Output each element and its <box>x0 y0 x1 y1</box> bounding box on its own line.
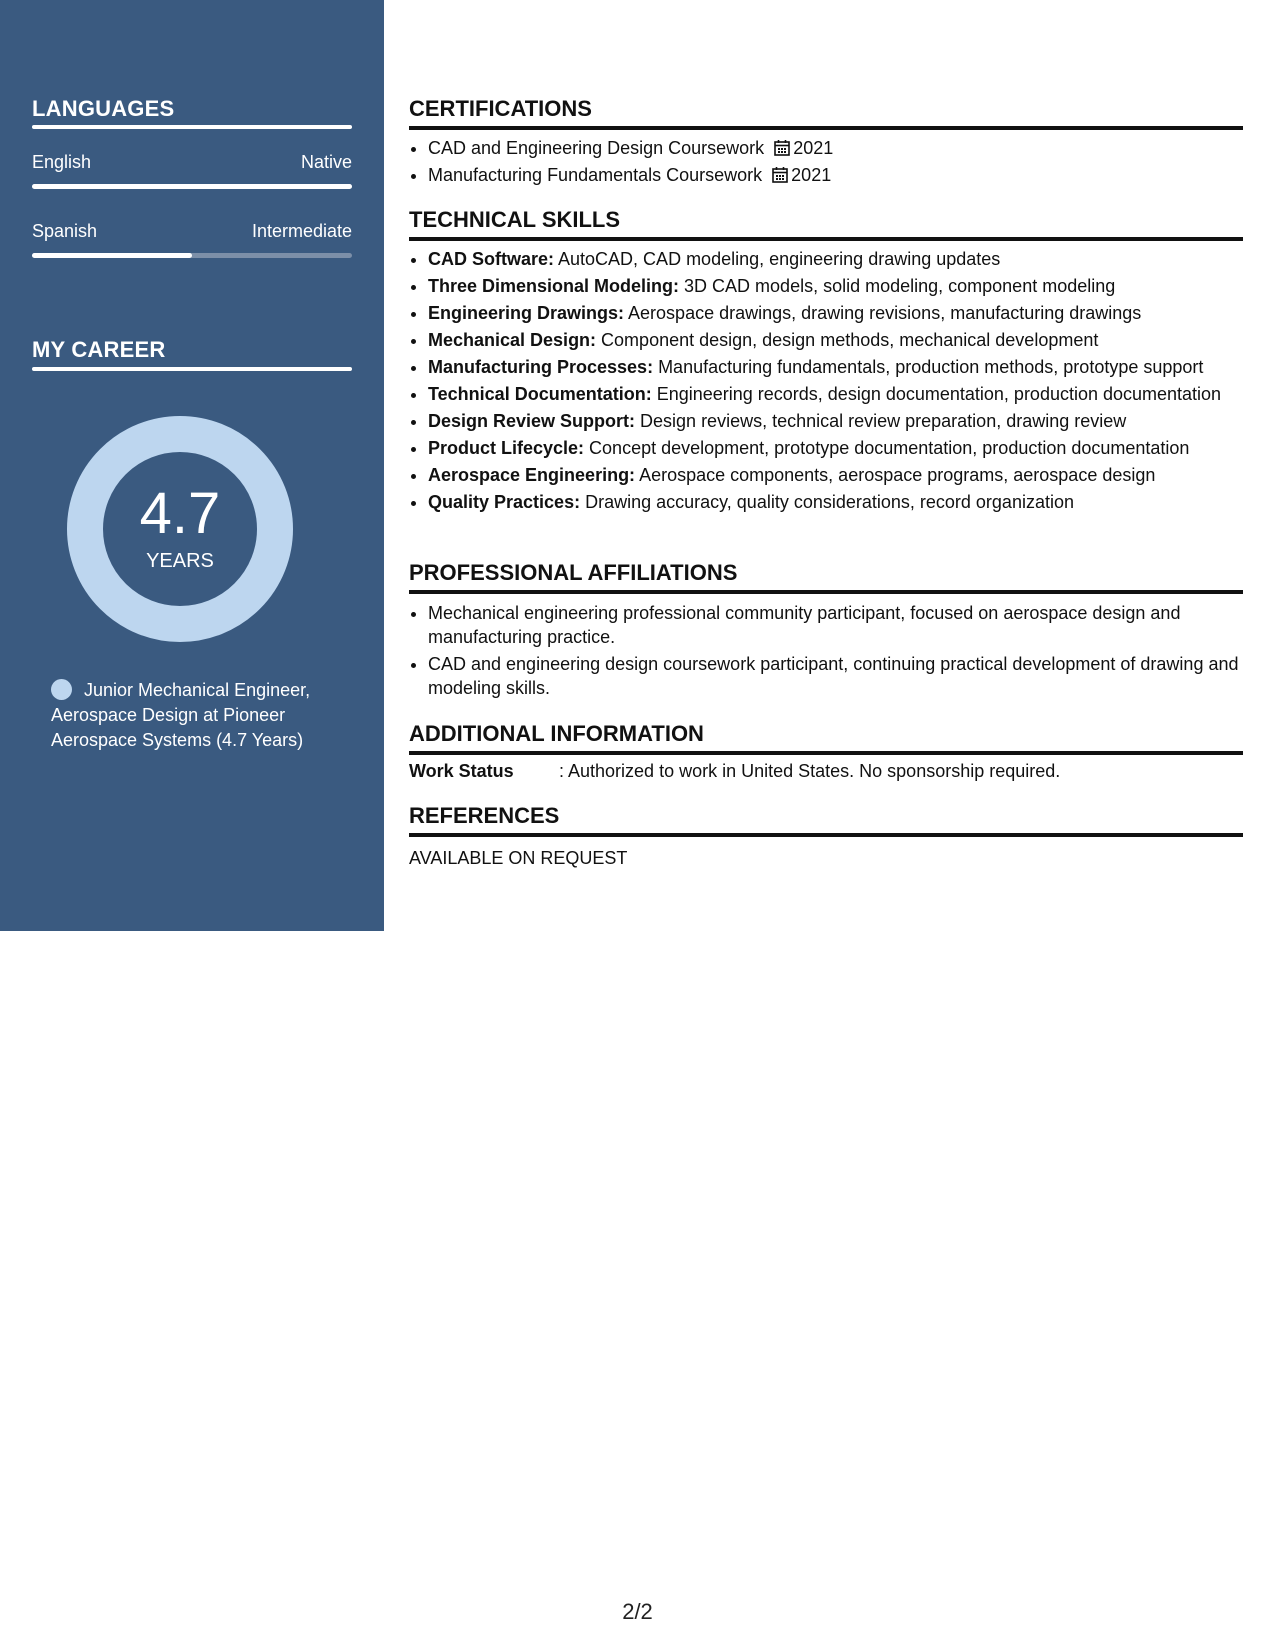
affiliations-rule <box>409 590 1243 594</box>
career-item-text: Junior Mechanical Engineer, Aerospace Design at Pioneer Aerospace Systems (4.7 Years) <box>51 680 311 750</box>
certifications-list <box>409 135 1243 189</box>
skill-text: 3D CAD models, solid modeling, component modeling <box>679 276 1116 296</box>
skill-text: Aerospace components, aerospace programs, aerospace design <box>635 465 1156 485</box>
skill-item <box>428 490 1243 514</box>
calendar-icon <box>772 166 788 183</box>
skill-text: Engineering records, design documentation, production documentation <box>651 384 1222 404</box>
language-bar-english <box>32 184 352 189</box>
skill-label: Quality Practices: <box>428 492 581 512</box>
skill-text: AutoCAD, CAD modeling, engineering drawing updates <box>554 249 1001 269</box>
skill-label: Three Dimensional Modeling: <box>428 276 680 296</box>
references-title: REFERENCES <box>409 803 560 828</box>
skill-item <box>428 301 1243 325</box>
calendar-icon <box>774 139 790 156</box>
skill-item <box>428 274 1243 298</box>
language-bar-fill <box>32 253 192 258</box>
skill-text: Aerospace drawings, drawing revisions, manufacturing drawings <box>624 303 1142 323</box>
additional-rule <box>409 751 1243 755</box>
affiliations-title: PROFESSIONAL AFFILIATIONS <box>409 560 738 585</box>
career-years: 4.7 <box>139 481 221 546</box>
skill-item <box>428 355 1243 379</box>
language-level: Native <box>300 152 352 172</box>
skill-item <box>428 463 1243 487</box>
skill-item <box>428 382 1243 406</box>
affiliation-item: • CAD and engineering design coursework participant, continuing practical development of drawing and modeling skills. <box>428 652 1243 700</box>
skill-item <box>428 328 1243 352</box>
skill-item <box>428 409 1243 433</box>
skill-item <box>428 436 1243 460</box>
skill-text: Concept development, prototype documentation, production documentation <box>584 438 1190 458</box>
skill-text: Drawing accuracy, quality considerations, record organization <box>580 492 1074 512</box>
certification-year: 2021 <box>793 138 834 158</box>
work-status-label: Work Status <box>409 761 514 781</box>
technical-skills-list <box>409 247 1243 517</box>
skill-label: Aerospace Engineering: <box>428 465 636 485</box>
languages-title: LANGUAGES <box>32 96 175 121</box>
skill-label: Manufacturing Processes: <box>428 357 654 377</box>
additional-title: ADDITIONAL INFORMATION <box>409 721 704 746</box>
career-unit: YEARS <box>146 550 214 572</box>
language-row-spanish <box>32 221 352 242</box>
skill-text: Manufacturing fundamentals, production methods, prototype support <box>653 357 1204 377</box>
technical-skills-rule <box>409 237 1243 241</box>
language-bar-spanish <box>32 253 352 258</box>
affiliation-item: • Mechanical engineering professional community participant, focused on aerospace design and manufacturing practice. <box>428 601 1243 649</box>
references-text: AVAILABLE ON REQUEST <box>409 848 628 868</box>
certification-name: Manufacturing Fundamentals Coursework <box>428 165 763 185</box>
skill-label: Design Review Support: <box>428 411 636 431</box>
references-rule <box>409 833 1243 837</box>
affiliations-list <box>409 601 1243 700</box>
skill-label: Mechanical Design: <box>428 330 597 350</box>
certifications-rule <box>409 126 1243 130</box>
page-number: 2/2 <box>622 1599 653 1624</box>
sidebar <box>0 0 384 931</box>
language-bar-fill <box>32 184 352 189</box>
technical-skills-title: TECHNICAL SKILLS <box>409 207 621 232</box>
skill-label: Product Lifecycle: <box>428 438 585 458</box>
career-title: MY CAREER <box>32 337 166 362</box>
skill-label: Technical Documentation: <box>428 384 652 404</box>
skill-label: Engineering Drawings: <box>428 303 625 323</box>
skill-label: CAD Software: <box>428 249 555 269</box>
career-dot-icon <box>51 679 72 700</box>
language-level: Intermediate <box>251 221 352 241</box>
languages-rule <box>32 125 352 129</box>
work-status-row <box>409 761 1060 782</box>
certification-year: 2021 <box>791 165 832 185</box>
work-status-value: : Authorized to work in United States. No sponsorship required. <box>559 761 1061 781</box>
language-row-english <box>32 152 352 173</box>
career-rule <box>32 367 352 371</box>
language-name: Spanish <box>32 221 98 241</box>
certification-item <box>428 162 1243 189</box>
skill-text: Component design, design methods, mechanical development <box>596 330 1099 350</box>
certification-item <box>428 135 1243 162</box>
certification-name: CAD and Engineering Design Coursework <box>428 138 765 158</box>
career-item <box>51 678 341 753</box>
skill-item <box>428 247 1243 271</box>
certifications-title: CERTIFICATIONS <box>409 96 592 121</box>
skill-text: Design reviews, technical review preparation, drawing review <box>635 411 1127 431</box>
language-name: English <box>32 152 92 172</box>
